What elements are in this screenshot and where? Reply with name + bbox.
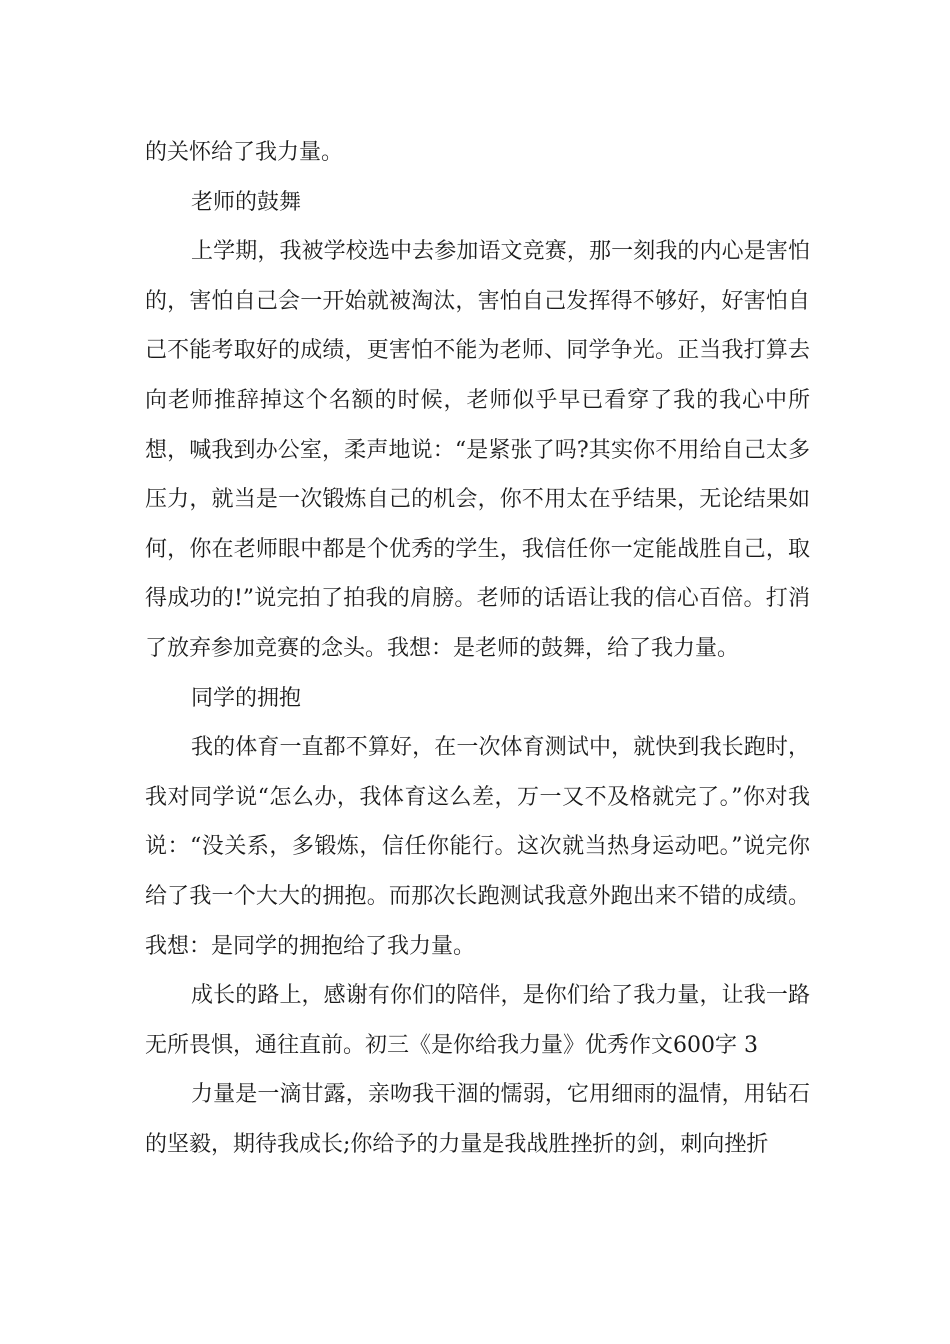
paragraph-classmate-story: 我的体育一直都不算好，在一次体育测试中，就快到我长跑时，我对同学说“怎么办，我体育这么差，万一又不及格就完了。”你对我说：“没关系，多锻炼，信任你能行。这次就当热身运动吧。”说完你给了我一个大大的拥抱。而那次长跑测试我意外跑出来不错的成绩。我想：是同学的拥抱给了我力量。 [145,735,810,959]
paragraph-conclusion: 成长的路上，感谢有你们的陪伴，是你们给了我力量，让我一路无所畏惧，通往直前。初三《是你给我力量》优秀作文600字 3 [145,983,810,1058]
paragraph-continuation: 的关怀给了我力量。 [145,140,344,165]
section-heading-teacher: 老师的鼓舞 [191,189,302,215]
section-heading-classmate: 同学的拥抱 [191,685,302,711]
paragraph-teacher-story: 上学期，我被学校选中去参加语文竞赛，那一刻我的内心是害怕的，害怕自己会一开始就被淘汰，害怕自己发挥得不够好，好害怕自己不能考取好的成绩，更害怕不能为老师、同学争光。正当我打算去向老师推辞掉这个名额的时候，老师似乎早已看穿了我的我心中所想，喊我到办公室，柔声地说：“是紧张了吗?其实你不用给自己太多压力，就当是一次锻炼自己的机会，你不用太在乎结果，无论结果如何，你在老师眼中都是个优秀的学生，我信任你一定能战胜自己，取得成功的!”说完拍了拍我的肩膀。老师的话语让我的信心百倍。打消了放弃参加竞赛的念头。我想：是老师的鼓舞，给了我力量。 [145,239,810,661]
document-body [145,128,810,1169]
paragraph-essay-three-opening: 力量是一滴甘露，亲吻我干涸的懦弱，它用细雨的温情，用钻石的坚毅，期待我成长;你给予的力量是我战胜挫折的剑，刺向挫折 [145,1082,810,1157]
